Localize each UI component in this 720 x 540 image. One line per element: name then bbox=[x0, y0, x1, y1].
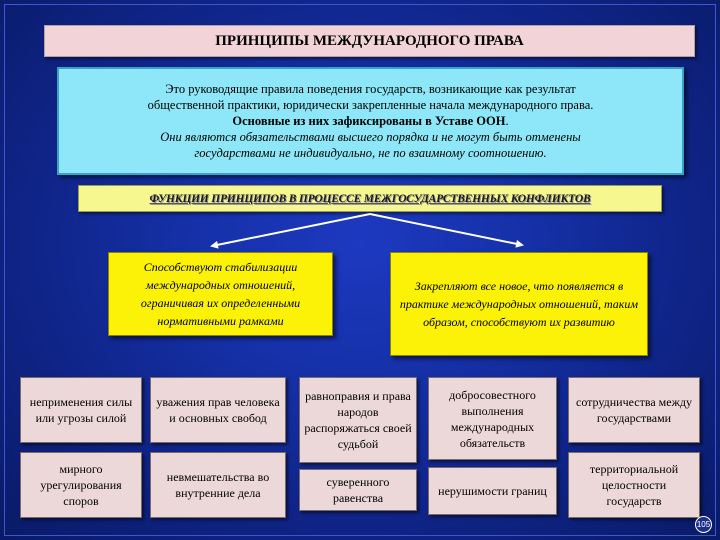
principle-non-use-of-force bbox=[20, 377, 142, 443]
arrow-right bbox=[370, 214, 522, 245]
principle-peaceful-settlement bbox=[20, 452, 142, 518]
principle-text: суверенного равенства bbox=[326, 475, 390, 505]
principle-sovereign-equality bbox=[299, 469, 417, 511]
principle-good-faith bbox=[428, 377, 557, 460]
developing-function-box bbox=[390, 252, 648, 356]
principle-self-determination bbox=[299, 377, 417, 463]
principle-text: добросовестного выполнения международных обязательств bbox=[449, 387, 536, 450]
principle-human-rights bbox=[150, 377, 286, 443]
slide-title-text: ПРИНЦИПЫ МЕЖДУНАРОДНОГО ПРАВА bbox=[215, 32, 524, 49]
principle-text: равноправия и права народов распоряжаться своей судьбой bbox=[304, 389, 412, 451]
principle-text: неприменения силы или угрозы силой bbox=[29, 395, 133, 425]
principle-text: мирного урегулирования споров bbox=[40, 462, 122, 508]
stabilizing-function-text: Способствуют стабилизации международных отношений, ограничивая их определенными нормативными рамками bbox=[140, 260, 301, 328]
principle-text: уважения прав человека и основных свобод bbox=[156, 395, 280, 425]
definition-line-3-period: . bbox=[505, 114, 509, 128]
principle-cooperation bbox=[568, 377, 700, 443]
principle-text: сотрудничества между государствами bbox=[576, 395, 692, 425]
arrow-left bbox=[212, 214, 370, 246]
developing-function-text: Закрепляют все новое, что появляется в практике международных отношений, таким образом, способствуют их развитию bbox=[399, 279, 639, 329]
definition-un-charter: Основные из них зафиксированы в Уставе ООН bbox=[232, 114, 506, 128]
functions-heading-text: ФУНКЦИИ ПРИНЦИПОВ В ПРОЦЕССЕ МЕЖГОСУДАРСТВЕННЫХ КОНФЛИКТОВ bbox=[149, 192, 591, 205]
principle-inviolability-of-borders bbox=[428, 467, 557, 515]
definition-line-5: государствами не индивидуально, не по взаимному соотношению. bbox=[194, 146, 547, 160]
definition-line-2: общественной практики, юридически закрепленные начала международного права. bbox=[147, 98, 594, 112]
stabilizing-function-box bbox=[108, 252, 333, 336]
definition-line-1: Это руководящие правила поведения государств, возникающие как результат bbox=[165, 82, 576, 96]
principle-text: территориальной целостности государств bbox=[589, 462, 679, 508]
principle-text: нерушимости границ bbox=[438, 484, 547, 498]
page-number-badge: 105 bbox=[695, 516, 712, 533]
principle-territorial-integrity bbox=[568, 452, 700, 518]
principle-non-intervention bbox=[150, 452, 286, 518]
definition-line-4: Они являются обязательствами высшего порядка и не могут быть отменены bbox=[160, 130, 581, 144]
principle-text: невмешательства во внутренние дела bbox=[166, 470, 270, 500]
